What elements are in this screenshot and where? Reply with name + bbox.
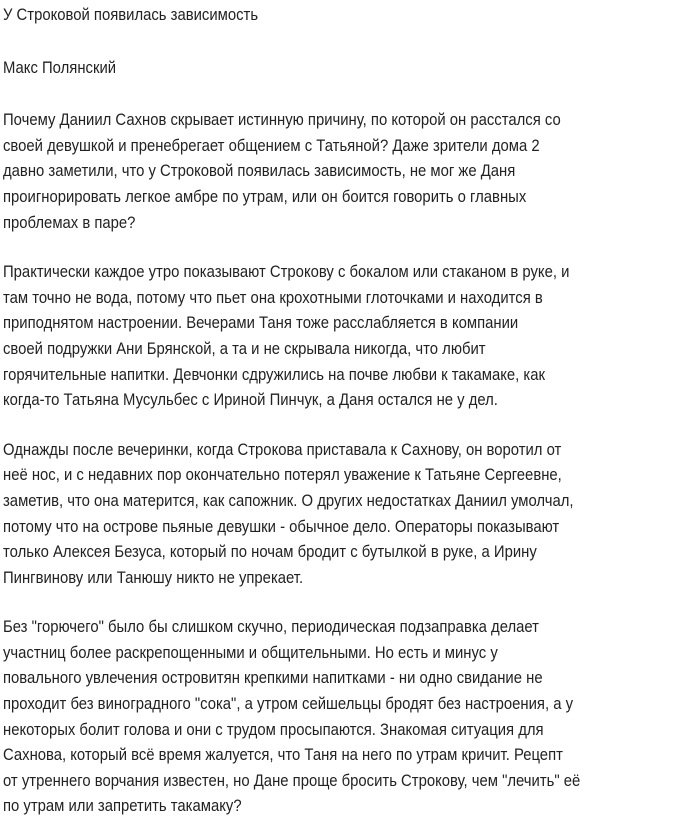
paragraph-line: Однажды после вечеринки, когда Строкова приставала к Сахнову, он воротил от: [3, 440, 562, 459]
paragraph-line: потому что на острове пьяные девушки - обычное дело. Операторы показывают: [3, 517, 560, 536]
paragraph-line: участниц более раскрепощенными и общительными. Но есть и минус у: [3, 643, 498, 662]
paragraph-line: от утреннего ворчания известен, но Дане проще бросить Строкову, чем "лечить" её: [3, 771, 581, 790]
paragraph-line: Практически каждое утро показывают Строкову с бокалом или стаканом в руке, и: [3, 263, 570, 282]
paragraph-1: [3, 108, 693, 236]
article: [3, 0, 693, 820]
paragraph-line: давно заметили, что у Строковой появилась зависимость, не мог же Даня: [3, 162, 516, 181]
paragraph-line: своей девушкой и пренебрегает общением с Татьяной? Даже зрители дома 2: [3, 136, 540, 155]
paragraph-line: Без "горючего" было бы слишком скучно, периодическая подзаправка делает: [3, 618, 539, 637]
paragraph-line: своей подружки Ани Брянской, а та и не скрывала никогда, что любит: [3, 339, 486, 358]
paragraph-line: Пингвинову или Танюшу никто не упрекает.: [3, 568, 304, 587]
paragraph-line: повального увлечения островитян крепкими напитками - ни одно свидание не: [3, 669, 543, 688]
paragraph-line: проблемах в паре?: [3, 213, 136, 232]
paragraph-line: приподнятом настроении. Вечерами Таня тоже расслабляется в компании: [3, 314, 519, 333]
paragraph-line: некоторых болит голова и они с трудом просыпаются. Знакомая ситуация для: [3, 720, 544, 739]
article-author: Макс Полянский: [3, 58, 117, 77]
paragraph-line: заметив, что она матерится, как сапожник. О других недостатках Даниил умолчал,: [3, 491, 574, 510]
paragraph-line: по утрам или запретить такамаку?: [3, 797, 242, 816]
article-title: У Строковой появилась зависимость: [3, 6, 259, 24]
paragraph-line: когда-то Татьяна Мусульбес с Ириной Пинчук, а Даня остался не у дел.: [3, 391, 498, 410]
paragraph-line: горячительные напитки. Девчонки сдружились на почве любви к такамаке, как: [3, 365, 545, 384]
paragraph-4: [3, 615, 693, 820]
paragraph-line: неё нос, и с недавних пор окончательно потерял уважение к Татьяне Сергеевне,: [3, 466, 562, 485]
paragraph-line: проигнорировать легкое амбре по утрам, или он боится говорить о главных: [3, 187, 527, 206]
paragraph-line: там точно не вода, потому что пьет она крохотными глоточками и находится в: [3, 288, 543, 307]
paragraph-line: только Алексея Безуса, который по ночам бродит с бутылкой в руке, а Ирину: [3, 543, 537, 562]
paragraph-3: [3, 438, 693, 592]
paragraph-line: проходит без виноградного "сока", а утром сейшельцы бродят без настроения, а у: [3, 695, 574, 714]
paragraph-line: Почему Даниил Сахнов скрывает истинную причину, по которой он расстался со: [3, 111, 561, 130]
paragraph-2: [3, 260, 693, 414]
paragraph-line: Сахнова, который всё время жалуется, что Таня на него по утрам кричит. Рецепт: [3, 746, 563, 765]
